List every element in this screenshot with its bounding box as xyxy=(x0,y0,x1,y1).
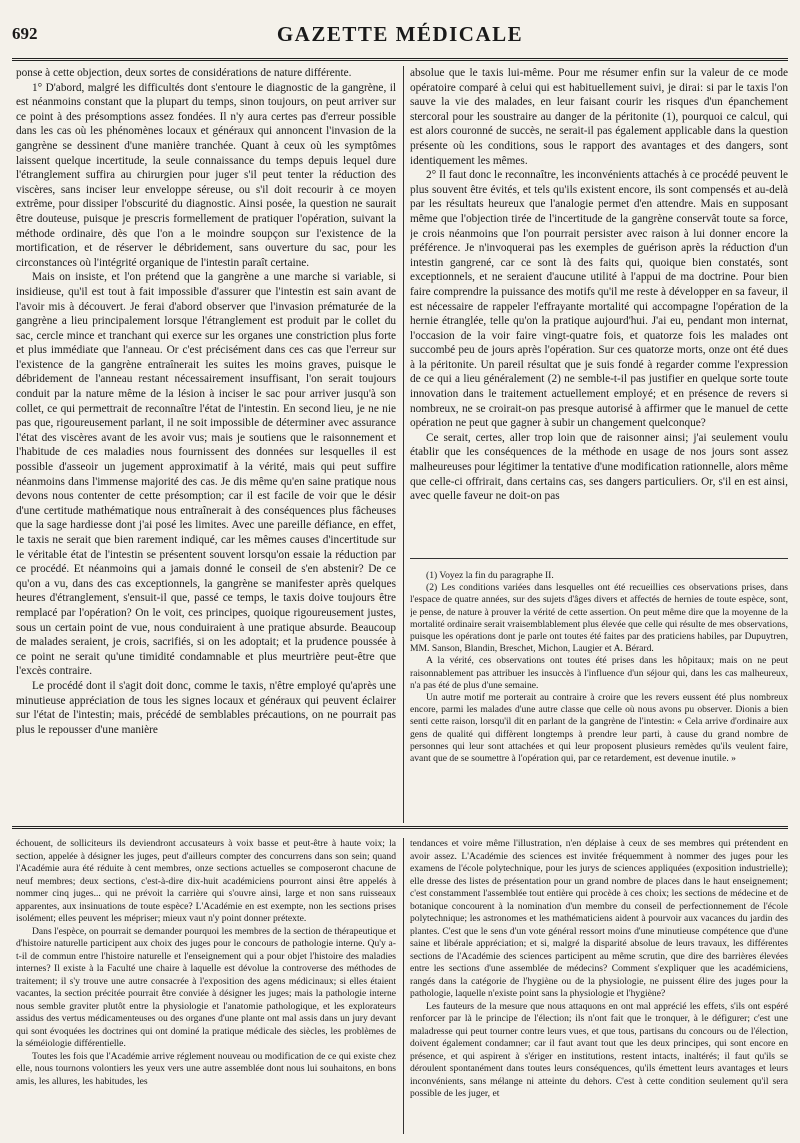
section-rule xyxy=(12,826,788,829)
footnote: A la vérité, ces observations ont toutes été prises dans les hôpitaux; mais on ne peut raisonnablement pas attribuer les insuccès à l'influence d'un séjour qui, dans les cas malheureux, n'a pas été de plus d'une semaine. xyxy=(410,655,788,691)
paragraph: 2° Il faut donc le reconnaître, les inconvénients attachés à ce procédé peuvent le plus souvent être évités, et tels qu'ils existent encore, ils sont compensés et au-delà par les résultats heureux que l'analogie permet d'en attendre. Mais en supposant même que l'objection tirée de l'incertitude de la gangrène conservât toute sa force, je crois néanmoins que l'on pourrait persister avec raison à lui donner encore la préférence. Je n'invoquerai pas les exemples de guérison après la réduction d'un intestin gangrené, car ce sont là des faits qui, quoique bien constatés, sont exceptionnels, et ne seraient d'aucune utilité à l'appui de ma doctrine. Pour bien faire comprendre la puissance des motifs qu'il me reste à développer en sa faveur, il est nécessaire de rappeler l'effrayante mortalité qui accompagne l'opération de la hernie étranglée, telle qu'on la pratique aujourd'hui. J'ai eu, pendant mon internat, l'occasion de la voir faire vingt-quatre fois, et quatorze fois les malades ont succombé peu de jours après l'opération. Sur ces quatorze morts, onze ont été dues à la péritonite. Un pareil résultat que je suis fondé à regarder comme l'expression de ce qui a lieu généralement (2) ne semble-t-il pas justifier en quelque sorte toute innovation dans le traitement actuellement employé; et en présence de revers si nombreux, ne se croirait-on pas presque autorisé à affirmer que le manuel de cette opération ne peut que gagner à subir un changement quelconque? xyxy=(410,169,788,430)
paragraph: tendances et voire même l'illustration, n'en déplaise à ceux de ses membres qui prétendent en avoir assez. L'Académie des sciences est invitée fréquemment à nommer des juges pour les examens de l'école polytechnique, pour les jurys de sciences appliquées (exposition industrielle); elle dresse des listes de présentation pour un grand nombre de places dans le haut enseignement; c'est constamment l'assemblée tout entière qui procède à ces choix; les sections de médecine et de botanique concourent à la nomination d'un membre du conseil de perfectionnement de l'école polytechnique; les astronomes et les mathématiciens aident à pourvoir aux vacances du jardin des plantes. C'est que le sens d'un vote général ressort moins d'une minutieuse compétence que d'une saine et libérale appréciation; et si, malgré la disparité absolue de leurs travaux, les différentes sections de l'Académie des sciences participent au même scrutin, que dire des barrières élevées entre les sections d'une assemblée de médecins? Comment s'expliquer que les académiciens, rangés dans la catégorie de l'hygiène ou de la physiologie, ne puissent élire des juges pour la pathologie, laquelle n'existe point sans la physiologie et l'hygiène? xyxy=(410,838,788,999)
footnote-rule xyxy=(410,558,788,559)
column-divider xyxy=(403,838,404,1134)
paragraph: Le procédé dont il s'agit doit donc, comme le taxis, n'être employé qu'après une minutieuse appréciation de tous les signes locaux et généraux qui peuvent éclairer sur l'état de l'intestin; mais, précédé de semblables précautions, on ne pourrait pas plus le repousser d'une manière xyxy=(16,679,396,736)
header-rule xyxy=(12,58,788,61)
paragraph: ponse à cette objection, deux sortes de considérations de nature différente. xyxy=(16,67,352,79)
lower-left-column xyxy=(16,838,396,1134)
paragraph: 1° D'abord, malgré les difficultés dont s'entoure le diagnostic de la gangrène, il est néanmoins constant que la plupart du temps, sinon toujours, on peut arriver sur ce point à des présomptions assez fondées. Il n'y aura certes pas d'erreur possible dans les cas où les phénomènes locaux et généraux qui annoncent l'invasion de la gangrène se dessinent d'une manière tranchée. Quant à ceux où les symptômes laissent quelque incertitude, la seule connaissance du temps depuis lequel dure l'étranglement suffira au chirurgien pour juger s'il peut tenter la réduction des viscères, sans inciser leur enveloppe séreuse, ou s'il doit recourir à ce moyen extrême, pour dissiper l'obscurité du diagnostic. Ainsi posée, la question ne saurait être douteuse, puisque je prescris formellement de pratiquer l'opération, suivant la méthode ordinaire, dès que l'on a le moindre soupçon sur l'existence de la mortification, et de réserver le débridement, sans ouverture du sac, pour les circonstances où l'intégrité organique de l'intestin paraît certaine. xyxy=(16,81,396,269)
footnote: (2) Les conditions variées dans lesquelles ont été recueillies ces observations prises, dans l'espace de quatre années, sur des sujets d'âges divers et affectés de hernies de toute espèce, sont, je pense, de nature à prouver la vérité de cette assertion. On peut même dire que la moyenne de la mortalité ordinaire serait vraisemblablement plus élevée que celle qui résulte de mes observations, puisque les opérations dont je parle ont toutes été faites par des praticiens habiles, par Dupuytren, MM. Sanson, Blandin, Breschet, Michon, Laugier et A. Bérard. xyxy=(410,582,788,655)
column-divider xyxy=(403,66,404,823)
upper-left-column xyxy=(16,66,396,821)
footnotes xyxy=(410,570,788,820)
journal-title: GAZETTE MÉDICALE xyxy=(276,22,524,46)
footnote: Un autre motif me porterait au contraire à croire que les revers eussent été plus nombreux encore, parmi les malades d'une autre classe que celle où nous avons pu observer. Dionis a bien senti cette raison, lorsqu'il dit en parlant de la gangrène de l'intestin: « Cela arrive d'ordinaire aux gens de qualité qui diffèrent longtemps à prendre leur parti, à cause du grand nombre de personnes qui leur sont attachées et qui leur proposent plusieurs remèdes qu'ils veulent faire, avant que de se soumettre à l'opération qui, par ce retardement, est devenue inutile. » xyxy=(410,692,788,765)
page-number: 692 xyxy=(12,24,38,43)
paragraph: Toutes les fois que l'Académie arrive réglement nouveau ou modification de ce qui existe chez elle, nous tournons volontiers les yeux vers une autre assemblée dont nous lui souhaitons, en bons amis, les allures, les habitudes, les xyxy=(16,1050,396,1087)
lower-right-column xyxy=(410,838,788,1134)
paragraph: Ce serait, certes, aller trop loin que de raisonner ainsi; j'ai seulement voulu établir que les conséquences de la méthode en usage de nos jours sont assez malheureuses pour légitimer la tentative d'une modification rationnelle, alors même que celle-ci offrirait, dans certains cas, ses dangers particuliers. Or, s'il en est ainsi, avec quelle faveur ne doit-on pas xyxy=(410,431,788,503)
paragraph: Dans l'espèce, on pourrait se demander pourquoi les membres de la section de thérapeutique et d'histoire naturelle participent aux choix des juges pour le concours de pathologie interne. Qu'y a-t-il de commun entre l'histoire naturelle et l'enseignement qui a pour objet l'histoire des maladies internes? Il existe à la Faculté une chaire à laquelle est dévolue la controverse des méthodes de traitement; il s'y trouve une autre consacrée à l'exposition des agens médicinaux; si elles étaient vacantes, la section précitée pourrait être conviée à désigner les juges; mais la pathologie interne nous semble graviter plutôt entre la physiologie et l'anatomie pathologique, et les explorateurs assidus des vertus médicamenteuses ou des organes d'une plante ont mal assis dans un jury devant qui sont évoquées les doctrines qui ont dominé la pratique médicale des siècles, les problèmes de la séméiologie différentielle. xyxy=(16,925,396,1049)
paragraph: Les fauteurs de la mesure que nous attaquons en ont mal apprécié les effets, s'ils ont espéré renforcer par là le principe de l'élection; ils n'ont fait que le tronquer, à le défigurer; c'est une maladresse qui peut tourner contre leurs vues, et que tous, partisans du concours ou de l'élection, doivent également condamner; car il faut avant tout que les deux principes, qui sont encore en présence, et qui aspirent à s'ériger en institutions, restent intacts, inaltérés; il faut qu'ils se déroulent spontanément dans toutes leurs conséquences, qu'ils émettent leurs avantages et leurs inconvénients, sans mélange ni atteinte du dehors. C'est à cette condition seulement qu'il sera possible de les juger, et xyxy=(410,1000,788,1099)
paragraph: échouent, de solliciteurs ils deviendront accusateurs à voix basse et peut-être à haute voix; la section, appelée à désigner les juges, peut d'ailleurs compter des concurrens dans son sein; quand l'Académie aura été réduite à cent membres, onze sections actuelles se composeront chacune de neuf membres; deux sections, c'est-à-dire dix-huit académiciens pourront ainsi être appelés à nommer cinq juges... qui ne prévoit la carrière qui s'ouvre ainsi, large et non sans ruisseaux apparentes, aux insinuations de toute espèce? L'Académie en est exempte, non les sections prises isolément; elles peuvent les mépriser; mieux vaut n'y point donner prétexte. xyxy=(16,838,396,924)
page-header xyxy=(12,22,788,62)
paragraph: Mais on insiste, et l'on prétend que la gangrène a une marche si variable, si insidieuse, qu'il est tout à fait impossible d'assurer que l'intestin est sain avant de l'avoir mis à découvert. Je ferai d'abord observer que l'invasion prématurée de la gangrène a lieu principalement lorsque l'étranglement est produit par le collet du sac, cercle mince et tranchant qui exerce sur les organes une constriction plus forte et plus immédiate que l'anneau. Or c'est précisément dans ces cas que l'erreur sur l'existence de la gangrène entraînerait les suites les moins graves, puisque le débridement de l'anneau restant nécessairement insuffisant, l'on serait toujours conduit par la nature même de la lésion à inciser le sac pour arriver jusqu'à son collet, ce qui permettrait de reconnaître l'état de l'intestin. En second lieu, je ne nie pas que, rigoureusement parlant, il ne soit impossible de déterminer avec assurance l'état des viscères avant de les avoir vus; mais je soutiens que le raisonnement et l'habitude de ces maladies nous fournissent des données sur lesquelles il est possible d'asseoir un jugement approximatif à la vérité, mais qui peut suffire néanmoins dans l'immense majorité des cas. Je dis même qu'en saine pratique nous devons nous contenter de cette présomption; car il est facile de voir que le désir d'une certitude mathématique nous entraînerait à des conséquences plus fâcheuses que la sage hardiesse dont j'ai posé les limites. Avec une pareille défiance, en effet, le taxis ne serait que bien rarement indiqué, car les mêmes causes d'incertitude sur le véritable état de l'intestin se présentent souvent lorsqu'on essaie la réduction par ce procédé. Et néanmoins qui a jamais donné le conseil de s'en abstenir? De ce qu'on a vu, dans des cas exceptionnels, la gangrène se manifester après quelques heures d'étranglement, s'ensuit-il que, passé ce temps, le taxis doive toujours être remplacé par l'opération? On le voit, ces principes, quoique rigoureusement justes, sous un certain point de vue, nous conduiraient à une pratique absurde. Beaucoup de malades seraient, je crois, sacrifiés, si on les adoptait; et la prudence poussée à ce point ne serait qu'une timidité condamnable et plus meurtrière peut-être que l'excès contraire. xyxy=(16,271,396,678)
footnote: (1) Voyez la fin du paragraphe II. xyxy=(426,570,554,581)
paragraph: absolue que le taxis lui-même. Pour me résumer enfin sur la valeur de ce mode opératoire comparé à celui qui est habituellement suivi, je dirai: si par le taxis l'on sauve la vie des malades, en leur faisant courir les risques d'un épanchement stercoral pour les soustraire au danger de la péritonite (1), pourquoi ce calcul, qui est alors couronné de succès, ne serait-il pas également applicable dans la question présente où les conditions, sous le rapport des avantages et des dangers, sont identiquement les mêmes. xyxy=(410,67,788,167)
upper-right-column xyxy=(410,66,788,552)
